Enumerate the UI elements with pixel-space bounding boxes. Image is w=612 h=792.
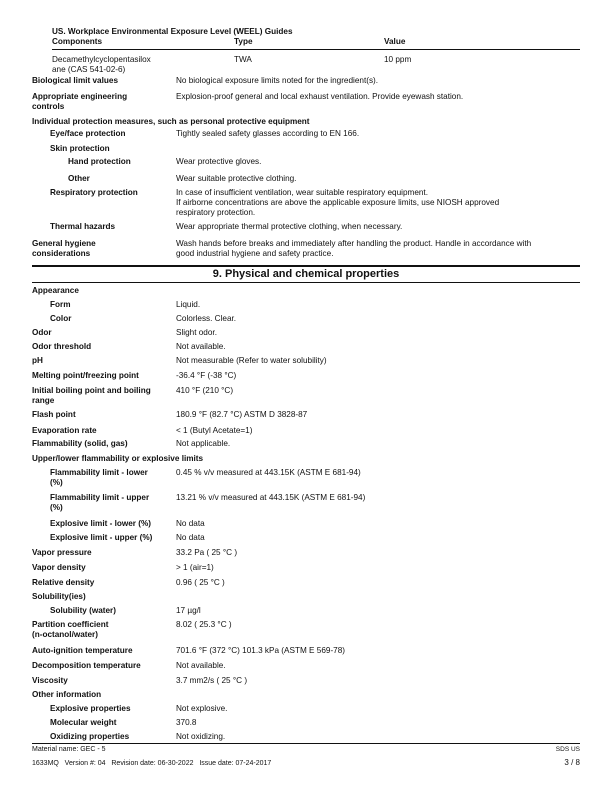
flammability-label: Flammability (solid, gas) xyxy=(32,439,128,448)
oxidizing-value: Not oxidizing. xyxy=(176,732,226,741)
decomposition-label: Decomposition temperature xyxy=(32,661,141,670)
flam-upper-label xyxy=(50,493,149,513)
engineering-label-line1: Appropriate engineering xyxy=(32,92,128,101)
relative-density-value: 0.96 ( 25 °C ) xyxy=(176,578,225,587)
hygiene-label-line2: considerations xyxy=(32,249,91,258)
melting-label: Melting point/freezing point xyxy=(32,371,139,380)
hand-label: Hand protection xyxy=(68,157,131,166)
vapor-pressure-label: Vapor pressure xyxy=(32,548,92,557)
partition-value: 8.02 ( 25.3 °C ) xyxy=(176,620,232,629)
other-value: Wear suitable protective clothing. xyxy=(176,174,297,183)
odor-label: Odor xyxy=(32,328,52,337)
thermal-label: Thermal hazards xyxy=(50,222,116,231)
molecular-weight-value: 370.8 xyxy=(176,718,197,727)
flam-lower-value: 0.45 % v/v measured at 443.15K (ASTM E 681-94) xyxy=(176,468,361,477)
solubilities-heading: Solubility(ies) xyxy=(32,592,86,601)
hand-value: Wear protective gloves. xyxy=(176,157,262,166)
evaporation-value: < 1 (Butyl Acetate=1) xyxy=(176,426,253,435)
viscosity-label: Viscosity xyxy=(32,676,68,685)
footer-sds: SDS US xyxy=(555,746,580,753)
form-label: Form xyxy=(50,300,71,309)
respiratory-value xyxy=(176,188,586,218)
weel-component-line1: Decamethylcyclopentasilox xyxy=(52,55,151,64)
vapor-density-label: Vapor density xyxy=(32,563,86,572)
odor-threshold-label: Odor threshold xyxy=(32,342,92,351)
autoignition-label: Auto-ignition temperature xyxy=(32,646,133,655)
relative-density-label: Relative density xyxy=(32,578,95,587)
biological-value: No biological exposure limits noted for the ingredient(s). xyxy=(176,76,379,85)
expl-lower-label: Explosive limit - lower (%) xyxy=(50,519,152,528)
ppe-heading: Individual protection measures, such as personal protective equipment xyxy=(32,117,310,126)
weel-header-components: Components xyxy=(52,37,103,46)
flash-value: 180.9 °F (82.7 °C) ASTM D 3828-87 xyxy=(176,410,308,419)
color-value: Colorless. Clear. xyxy=(176,314,237,323)
hygiene-value xyxy=(176,239,586,259)
flam-upper-value: 13.21 % v/v measured at 443.15K (ASTM E 681-94) xyxy=(176,493,366,502)
explosive-props-label: Explosive properties xyxy=(50,704,131,713)
hygiene-label-line1: General hygiene xyxy=(32,239,96,248)
engineering-label xyxy=(32,92,127,112)
solubility-water-label: Solubility (water) xyxy=(50,606,116,615)
molecular-weight-label: Molecular weight xyxy=(50,718,117,727)
flam-upper-label-line2: (%) xyxy=(50,503,63,512)
weel-component-line2: ane (CAS 541-02-6) xyxy=(52,65,126,74)
weel-header-value: Value xyxy=(384,37,406,46)
partition-label xyxy=(32,620,108,640)
footer-page-number: 3 / 8 xyxy=(564,758,580,767)
ph-value: Not measurable (Refer to water solubility) xyxy=(176,356,327,365)
section9-title: 9. Physical and chemical properties xyxy=(212,268,400,280)
footer-meta: 1633MQ Version #: 04 Revision date: 06-30-2022 Issue date: 07-24-2017 xyxy=(32,760,272,767)
hygiene-line2: good industrial hygiene and safety practice. xyxy=(176,249,334,258)
partition-label-line2: (n-octanol/water) xyxy=(32,630,98,639)
respiratory-line2: If airborne concentrations are above the applicable exposure limits, use NIOSH approved xyxy=(176,198,500,207)
weel-header-rule xyxy=(52,49,580,50)
color-label: Color xyxy=(50,314,72,323)
flam-lower-label-line1: Flammability limit - lower xyxy=(50,468,148,477)
partition-label-line1: Partition coefficient xyxy=(32,620,109,629)
form-value: Liquid. xyxy=(176,300,201,309)
respiratory-label: Respiratory protection xyxy=(50,188,138,197)
autoignition-value: 701.6 °F (372 °C) 101.3 kPa (ASTM E 569-78) xyxy=(176,646,346,655)
vapor-density-value: > 1 (air=1) xyxy=(176,563,214,572)
upper-lower-heading: Upper/lower flammability or explosive limits xyxy=(32,454,204,463)
expl-lower-value: No data xyxy=(176,519,205,528)
respiratory-line3: respiratory protection. xyxy=(176,208,256,217)
footer-rule xyxy=(32,743,580,744)
solubility-water-value: 17 µg/l xyxy=(176,606,201,615)
flam-lower-label-line2: (%) xyxy=(50,478,63,487)
weel-title: US. Workplace Environmental Exposure Level (WEEL) Guides xyxy=(52,27,293,36)
weel-component xyxy=(52,55,151,75)
flammability-value: Not applicable. xyxy=(176,439,231,448)
weel-header-type: Type xyxy=(234,37,253,46)
expl-upper-value: No data xyxy=(176,533,205,542)
odor-value: Slight odor. xyxy=(176,328,217,337)
respiratory-line1: In case of insufficient ventilation, wear suitable respiratory equipment. xyxy=(176,188,428,197)
thermal-value: Wear appropriate thermal protective clothing, when necessary. xyxy=(176,222,403,231)
biological-label: Biological limit values xyxy=(32,76,118,85)
decomposition-value: Not available. xyxy=(176,661,226,670)
section9-bottom-rule xyxy=(32,282,580,283)
weel-type: TWA xyxy=(234,55,252,64)
engineering-label-line2: controls xyxy=(32,102,65,111)
viscosity-value: 3.7 mm2/s ( 25 °C ) xyxy=(176,676,248,685)
eye-value: Tightly sealed safety glasses according to EN 166. xyxy=(176,129,360,138)
other-info-heading: Other information xyxy=(32,690,102,699)
oxidizing-label: Oxidizing properties xyxy=(50,732,130,741)
vapor-pressure-value: 33.2 Pa ( 25 °C ) xyxy=(176,548,238,557)
weel-value: 10 ppm xyxy=(384,55,412,64)
other-label: Other xyxy=(68,174,90,183)
boiling-value: 410 °F (210 °C) xyxy=(176,386,234,395)
explosive-props-value: Not explosive. xyxy=(176,704,228,713)
expl-upper-label: Explosive limit - upper (%) xyxy=(50,533,153,542)
boiling-label xyxy=(32,386,151,406)
ph-label: pH xyxy=(32,356,43,365)
boiling-label-line1: Initial boiling point and boiling xyxy=(32,386,151,395)
section9-top-rule xyxy=(32,265,580,267)
melting-value: -36.4 °F (-38 °C) xyxy=(176,371,237,380)
boiling-label-line2: range xyxy=(32,396,55,405)
flash-label: Flash point xyxy=(32,410,76,419)
footer-material: Material name: GEC - 5 xyxy=(32,746,106,753)
hygiene-line1: Wash hands before breaks and immediately after handling the product. Handle in accordance with xyxy=(176,239,532,248)
flam-upper-label-line1: Flammability limit - upper xyxy=(50,493,150,502)
hygiene-label xyxy=(32,239,96,259)
engineering-value: Explosion-proof general and local exhaust ventilation. Provide eyewash station. xyxy=(176,92,464,101)
flam-lower-label xyxy=(50,468,148,488)
appearance-heading: Appearance xyxy=(32,286,79,295)
skin-heading: Skin protection xyxy=(50,144,110,153)
odor-threshold-value: Not available. xyxy=(176,342,226,351)
evaporation-label: Evaporation rate xyxy=(32,426,97,435)
eye-label: Eye/face protection xyxy=(50,129,126,138)
